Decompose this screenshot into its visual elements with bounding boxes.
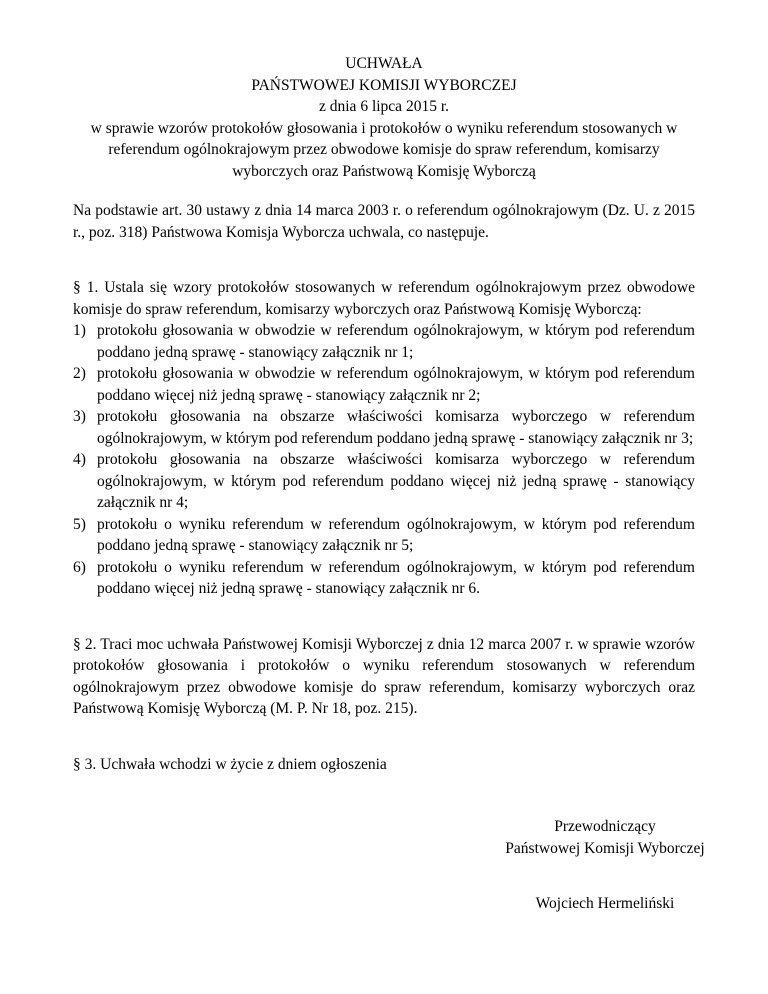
signature-title-line2: Państwowej Komisji Wyborczej: [505, 840, 705, 857]
list-item-number: 3): [73, 408, 86, 425]
section-1: [73, 277, 695, 600]
list-item: [73, 406, 695, 449]
list-item-number: 2): [73, 365, 86, 382]
section-1-list: [73, 320, 695, 600]
signature-title-line1: Przewodniczący: [554, 818, 656, 835]
list-item-number: 6): [73, 558, 86, 576]
document-subject: w sprawie wzorów protokołów głosowania i protokołów o wyniku referendum stosowanych w referendum ogólnokrajowym przez obwodowe komisje do spraw referendum, komisarzy wyborczych oraz Państwową Komisję Wyborczą: [90, 119, 678, 180]
section-2: § 2. Traci moc uchwała Państwowej Komisji Wyborczej z dnia 12 marca 2007 r. w sprawie wzorów protokołów głosowania i protokołów o wyniku referendum stosowanych w referendum ogólnokrajowym przez obwodowe komisje do spraw referendum, komisarzy wyborczych oraz Państwową Komisję Wyborczą (M. P. Nr 18, poz. 215).: [73, 635, 695, 717]
document-header: [73, 53, 695, 182]
list-item-text: protokołu głosowania w obwodzie w referendum ogólnokrajowym, w którym pod referendum poddano jedną sprawę - stanowiący załącznik nr 1;: [97, 322, 695, 361]
list-item: [73, 363, 695, 406]
list-item-text: protokołu o wyniku referendum w referendum ogólnokrajowym, w którym pod referendum poddano więcej niż jedną sprawę - stanowiący załącznik nr 6.: [97, 558, 695, 597]
list-item-number: 1): [73, 322, 86, 339]
list-item-text: protokołu głosowania w obwodzie w referendum ogólnokrajowym, w którym pod referendum poddano więcej niż jedną sprawę - stanowiący załącznik nr 2;: [97, 365, 695, 404]
list-item-number: 4): [73, 451, 86, 468]
list-item: [73, 557, 695, 600]
list-item: [73, 320, 695, 363]
signature-name: Wojciech Hermeliński: [535, 895, 675, 912]
list-item-text: protokołu o wyniku referendum w referendum ogólnokrajowym, w którym pod referendum poddano jedną sprawę - stanowiący załącznik nr 5;: [97, 515, 695, 554]
list-item-number: 5): [73, 515, 86, 533]
section-1-intro: § 1. Ustala się wzory protokołów stosowanych w referendum ogólnokrajowym przez obwodowe komisje do spraw referendum, komisarzy wyborczych oraz Państwową Komisję Wyborczą:: [73, 279, 695, 318]
preamble: Na podstawie art. 30 ustawy z dnia 14 marca 2003 r. o referendum ogólnokrajowym (Dz. U. z 2015 r., poz. 318) Państwowa Komisja Wyborcza uchwala, co następuje.: [73, 202, 695, 241]
document-date: z dnia 6 lipca 2015 r.: [319, 98, 449, 115]
document-issuer: PAŃSTWOWEJ KOMISJI WYBORCZEJ: [251, 76, 517, 94]
list-item: [73, 449, 695, 514]
list-item-text: protokołu głosowania na obszarze właściwości komisarza wyborczego w referendum ogólnokrajowym, w którym pod referendum poddano jedną sprawę - stanowiący załącznik nr 3;: [97, 408, 695, 447]
list-item: [73, 514, 695, 557]
document-page: [73, 53, 705, 912]
document-title: UCHWAŁA: [345, 55, 423, 72]
section-3: § 3. Uchwała wchodzi w życie z dniem ogłoszenia: [73, 755, 387, 773]
list-item-text: protokołu głosowania na obszarze właściwości komisarza wyborczego w referendum ogólnokrajowym, w którym pod referendum poddano więcej niż jedną sprawę - stanowiący załącznik nr 4;: [97, 451, 695, 511]
